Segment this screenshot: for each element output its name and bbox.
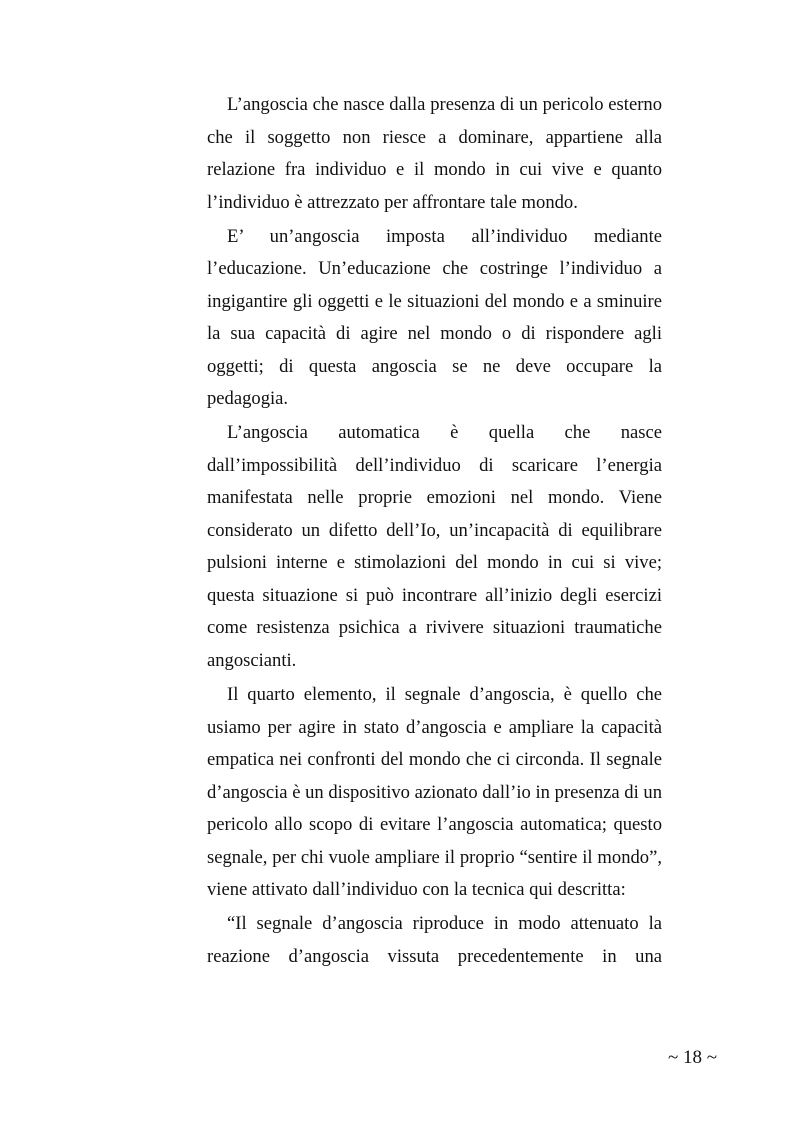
paragraph-4: Il quarto elemento, il segnale d’angoscia, è quello che usiamo per agire in stato d’angoscia e ampliare la capacità empatica nei confronti del mondo che ci circonda. Il segnale d’angoscia è un dispositivo azionato dall’io in presenza di un pericolo allo scopo di evitare l’angoscia automatica; questo segnale, per chi vuole ampliare il proprio “sentire il mondo”, viene attivato dall’individuo con la tecnica qui descritta:	[207, 684, 662, 901]
paragraph-2: E’ un’angoscia imposta all’individuo mediante l’educazione. Un’educazione che costringe l’individuo a ingigantire gli oggetti e le situazioni del mondo e a sminuire la sua capacità di agire nel mondo o di rispondere agli oggetti; di questa angoscia se ne deve occupare la pedagogia.	[207, 225, 662, 410]
page-number: ~ 18 ~	[668, 1047, 718, 1068]
paragraph-1: L’angoscia che nasce dalla presenza di un pericolo esterno che il soggetto non riesce a dominare, appartiene alla relazione fra individuo e il mondo in cui vive e quanto l’individuo è attrezzato per affrontare tale mondo.	[207, 94, 662, 213]
paragraph-3: L’angoscia automatica è quella che nasce dall’impossibilità dell’individuo di scaricare l’energia manifestata nelle proprie emozioni nel mondo. Viene considerato un difetto dell’Io, un’incapacità di equilibrare pulsioni interne e stimolazioni del mondo in cui si vive; questa situazione si può incontrare all’inizio degli esercizi come resistenza psichica a rivivere situazioni traumatiche angoscianti.	[207, 422, 662, 671]
body-text	[207, 89, 662, 973]
paragraph-5: “Il segnale d’angoscia riproduce in modo attenuato la reazione d’angoscia vissuta precedentemente in una	[207, 913, 662, 967]
